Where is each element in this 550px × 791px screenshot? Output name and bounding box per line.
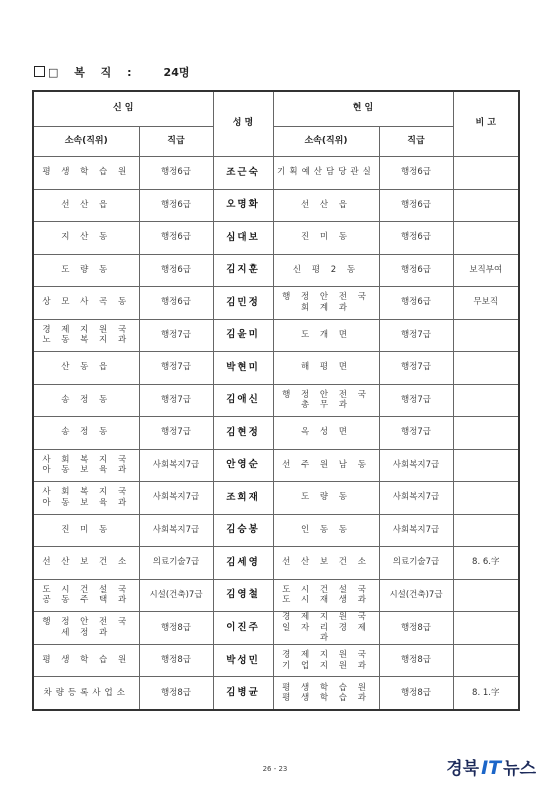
cell-name: 박현미	[213, 352, 273, 385]
cell-remark	[453, 222, 519, 255]
cell-current-grade: 사회복지7급	[379, 514, 453, 547]
table-row	[33, 254, 519, 287]
cell-current-grade: 사회복지7급	[379, 482, 453, 515]
cell-name: 심대보	[213, 222, 273, 255]
cell-current-grade: 행정6급	[379, 222, 453, 255]
cell-new-affiliation: 평 생 학 습 원	[33, 157, 139, 190]
cell-current-affiliation: 행 정 안 전 국 총 무 과	[273, 384, 379, 417]
cell-remark	[453, 514, 519, 547]
table-row	[33, 677, 519, 710]
logo-text-left: 경북	[446, 759, 480, 779]
cell-name: 김세영	[213, 547, 273, 580]
cell-new-grade: 의료기술7급	[139, 547, 213, 580]
cell-new-grade: 행정8급	[139, 677, 213, 710]
cell-current-affiliation: 도 시 건 설 국 도 시 재 생 과	[273, 579, 379, 612]
cell-name: 김병균	[213, 677, 273, 710]
table-row	[33, 449, 519, 482]
cell-current-grade: 행정6급	[379, 189, 453, 222]
section-heading	[34, 64, 189, 80]
cell-current-affiliation: 평 생 학 습 원 평 생 학 습 과	[273, 677, 379, 710]
table-row	[33, 417, 519, 450]
table-row	[33, 612, 519, 645]
cell-name: 김애신	[213, 384, 273, 417]
heading-count: 24명	[163, 66, 190, 79]
cell-name: 김민정	[213, 287, 273, 320]
table-row	[33, 352, 519, 385]
subheader-new-grade: 직급	[139, 127, 213, 157]
site-logo	[446, 754, 536, 779]
cell-new-grade: 행정8급	[139, 644, 213, 677]
table-row	[33, 547, 519, 580]
cell-new-affiliation: 경 제 지 원 국 노 동 복 지 과	[33, 319, 139, 352]
cell-new-affiliation: 산 동 읍	[33, 352, 139, 385]
subheader-new-affil: 소속(직위)	[33, 127, 139, 157]
subheader-cur-grade: 직급	[379, 127, 453, 157]
cell-name: 이진주	[213, 612, 273, 645]
cell-new-grade: 행정8급	[139, 612, 213, 645]
cell-current-grade: 행정8급	[379, 644, 453, 677]
page-number: 26 - 23	[262, 765, 288, 773]
table-row	[33, 189, 519, 222]
cell-new-grade: 행정6급	[139, 222, 213, 255]
cell-new-grade: 행정6급	[139, 254, 213, 287]
cell-remark: 8. 6.字	[453, 547, 519, 580]
cell-remark: 보직부여	[453, 254, 519, 287]
cell-current-grade: 사회복지7급	[379, 449, 453, 482]
subheader-cur-affil: 소속(직위)	[273, 127, 379, 157]
cell-remark	[453, 482, 519, 515]
cell-new-affiliation: 차량등록사업소	[33, 677, 139, 710]
cell-current-grade: 행정6급	[379, 157, 453, 190]
cell-current-grade: 행정7급	[379, 384, 453, 417]
cell-current-grade: 행정6급	[379, 254, 453, 287]
cell-new-grade: 사회복지7급	[139, 514, 213, 547]
personnel-table	[32, 90, 520, 711]
table-row	[33, 287, 519, 320]
cell-new-grade: 행정7급	[139, 384, 213, 417]
cell-new-grade: 행정6급	[139, 157, 213, 190]
cell-current-grade: 행정8급	[379, 677, 453, 710]
cell-remark	[453, 352, 519, 385]
cell-new-affiliation: 선 산 보 건 소	[33, 547, 139, 580]
cell-new-affiliation: 도 시 건 설 국 공 동 주 택 과	[33, 579, 139, 612]
heading-label: □ 복 직 :	[48, 66, 138, 79]
cell-new-affiliation: 지 산 동	[33, 222, 139, 255]
table-row	[33, 579, 519, 612]
cell-current-grade: 시설(건축)7급	[379, 579, 453, 612]
cell-new-affiliation: 평 생 학 습 원	[33, 644, 139, 677]
cell-remark	[453, 189, 519, 222]
cell-remark: 8. 1.字	[453, 677, 519, 710]
cell-new-affiliation: 사 회 복 지 국 아 동 보 육 과	[33, 449, 139, 482]
cell-current-affiliation: 도 개 면	[273, 319, 379, 352]
cell-current-affiliation: 경 제 지 원 국 기 업 지 원 과	[273, 644, 379, 677]
cell-name: 오명화	[213, 189, 273, 222]
cell-remark	[453, 417, 519, 450]
cell-remark	[453, 612, 519, 645]
cell-new-affiliation: 선 산 읍	[33, 189, 139, 222]
cell-current-grade: 의료기술7급	[379, 547, 453, 580]
cell-name: 김영철	[213, 579, 273, 612]
cell-remark	[453, 157, 519, 190]
cell-remark	[453, 579, 519, 612]
table-row	[33, 384, 519, 417]
header-current: 현 임	[273, 91, 453, 127]
table-row	[33, 514, 519, 547]
cell-current-grade: 행정7급	[379, 352, 453, 385]
cell-new-affiliation: 상 모 사 곡 동	[33, 287, 139, 320]
cell-current-affiliation: 선 산 보 건 소	[273, 547, 379, 580]
cell-current-affiliation: 행 정 안 전 국 회 계 과	[273, 287, 379, 320]
table-row	[33, 644, 519, 677]
cell-new-affiliation: 도 량 동	[33, 254, 139, 287]
cell-remark	[453, 319, 519, 352]
table-row	[33, 482, 519, 515]
cell-new-affiliation: 행 정 안 전 국 세 정 과	[33, 612, 139, 645]
cell-current-affiliation: 경 제 지 원 국 일 자 리 경 제 과	[273, 612, 379, 645]
header-name: 성 명	[213, 91, 273, 157]
cell-new-affiliation: 송 정 동	[33, 384, 139, 417]
cell-new-affiliation: 사 회 복 지 국 아 동 보 육 과	[33, 482, 139, 515]
cell-new-grade: 시설(건축)7급	[139, 579, 213, 612]
cell-current-grade: 행정7급	[379, 319, 453, 352]
header-remark: 비 고	[453, 91, 519, 157]
cell-current-affiliation: 선 주 원 남 동	[273, 449, 379, 482]
cell-current-affiliation: 기획예산담당관실	[273, 157, 379, 190]
cell-name: 안영순	[213, 449, 273, 482]
logo-text-it: IT	[481, 757, 502, 779]
cell-current-affiliation: 인 동 동	[273, 514, 379, 547]
table-row	[33, 319, 519, 352]
cell-current-affiliation: 선 산 읍	[273, 189, 379, 222]
cell-new-affiliation: 송 정 동	[33, 417, 139, 450]
cell-current-grade: 행정8급	[379, 612, 453, 645]
cell-new-grade: 사회복지7급	[139, 449, 213, 482]
cell-remark	[453, 384, 519, 417]
cell-name: 김윤미	[213, 319, 273, 352]
cell-remark	[453, 449, 519, 482]
cell-new-grade: 행정7급	[139, 319, 213, 352]
cell-new-grade: 행정7급	[139, 352, 213, 385]
cell-new-grade: 행정6급	[139, 287, 213, 320]
table-row	[33, 157, 519, 190]
cell-current-affiliation: 해 평 면	[273, 352, 379, 385]
cell-name: 조희재	[213, 482, 273, 515]
cell-new-grade: 행정7급	[139, 417, 213, 450]
table-row	[33, 222, 519, 255]
cell-current-grade: 행정7급	[379, 417, 453, 450]
cell-new-grade: 행정6급	[139, 189, 213, 222]
cell-new-affiliation: 진 미 동	[33, 514, 139, 547]
cell-current-affiliation: 옥 성 면	[273, 417, 379, 450]
checkbox-square-icon	[34, 66, 45, 77]
cell-current-affiliation: 도 량 동	[273, 482, 379, 515]
cell-remark: 무보직	[453, 287, 519, 320]
cell-current-affiliation: 진 미 동	[273, 222, 379, 255]
cell-name: 김현정	[213, 417, 273, 450]
cell-new-grade: 사회복지7급	[139, 482, 213, 515]
cell-current-grade: 행정6급	[379, 287, 453, 320]
cell-remark	[453, 644, 519, 677]
header-new: 신 임	[33, 91, 213, 127]
logo-text-right: 뉴스	[503, 759, 536, 779]
cell-name: 김승봉	[213, 514, 273, 547]
cell-name: 조근숙	[213, 157, 273, 190]
cell-current-affiliation: 신 평 2 동	[273, 254, 379, 287]
cell-name: 박성민	[213, 644, 273, 677]
cell-name: 김지훈	[213, 254, 273, 287]
